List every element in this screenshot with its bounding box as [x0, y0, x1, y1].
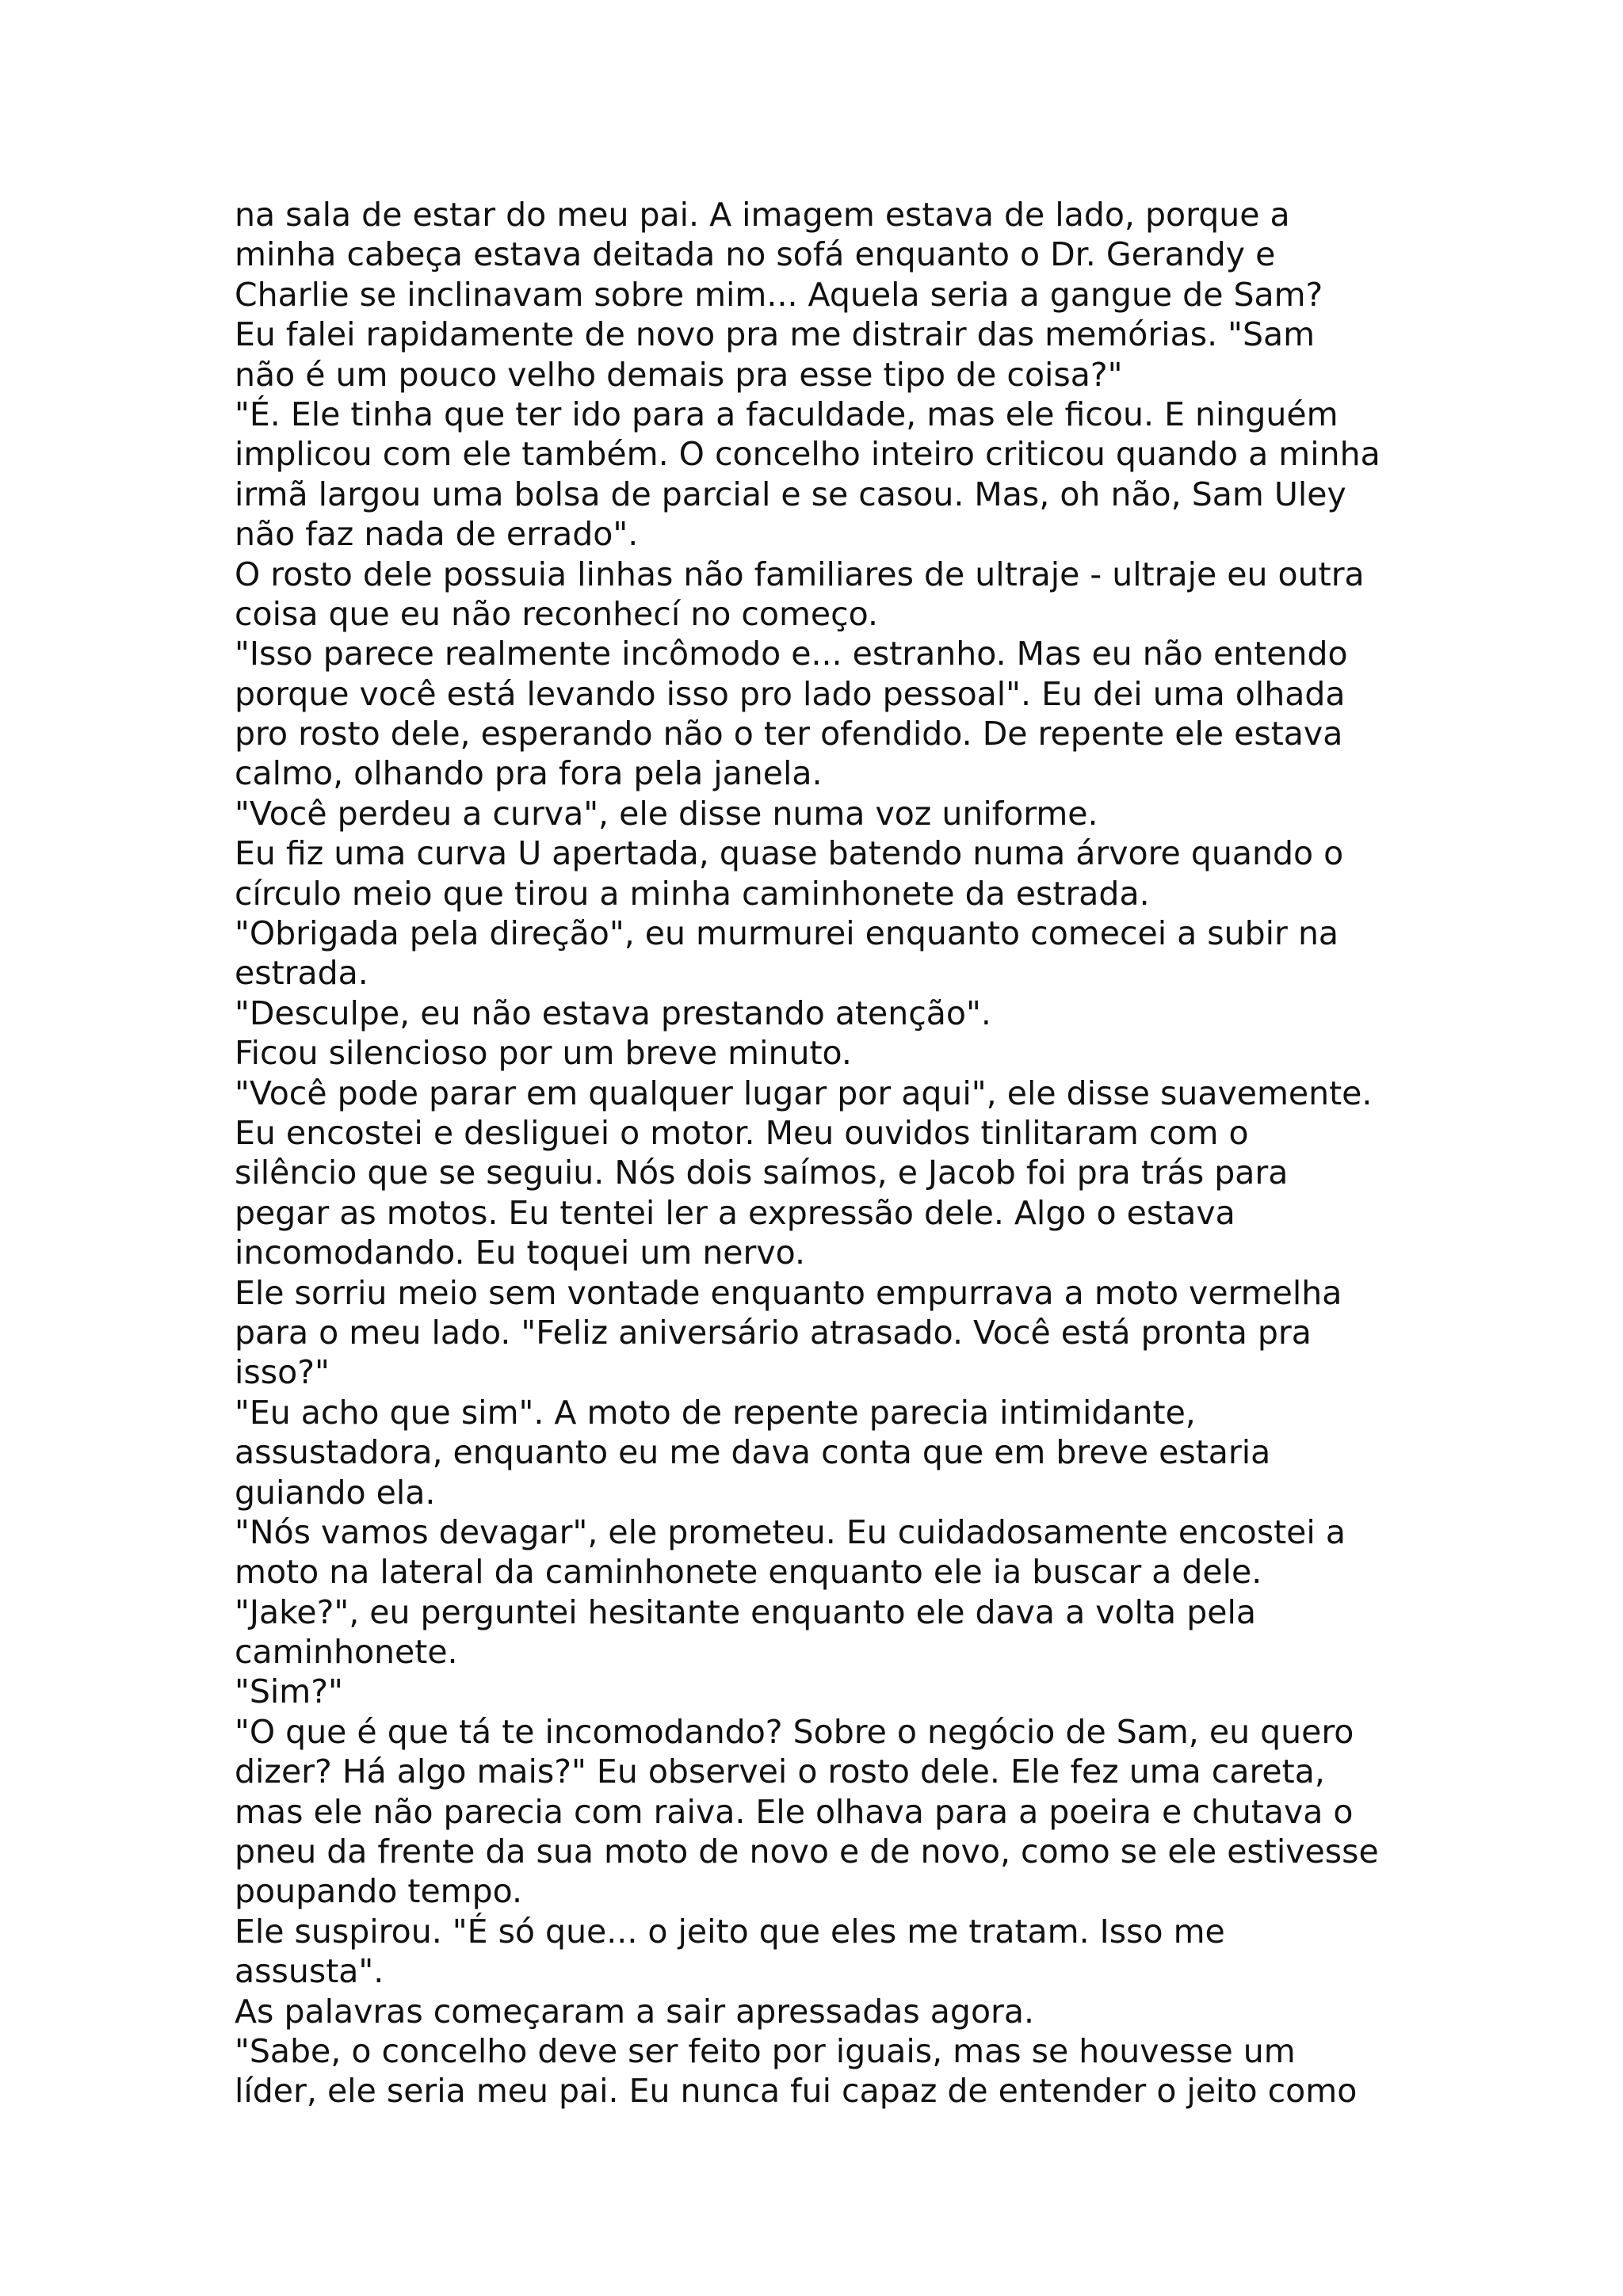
text-line: "Obrigada pela direção", eu murmurei enquanto comecei a subir na	[235, 914, 1339, 953]
text-line: mas ele não parecia com raiva. Ele olhava para a poeira e chutava o	[235, 1792, 1354, 1831]
text-line: pegar as motos. Eu tentei ler a expressão dele. Algo o estava	[235, 1193, 1235, 1232]
text-line: "Nós vamos devagar", ele prometeu. Eu cuidadosamente encostei a	[235, 1512, 1346, 1551]
text-line: "Eu acho que sim". A moto de repente parecia intimidante,	[235, 1393, 1196, 1432]
text-line: pneu da frente da sua moto de novo e de novo, como se ele estivesse	[235, 1833, 1379, 1871]
text-line: para o meu lado. "Feliz aniversário atrasado. Você está pronta pra	[235, 1313, 1312, 1352]
text-line: Ficou silencioso por um breve minuto.	[235, 1034, 852, 1073]
text-line: estrada.	[235, 954, 369, 993]
text-line: moto na lateral da caminhonete enquanto ele ia buscar a dele.	[235, 1553, 1262, 1592]
text-line: "Isso parece realmente incômodo e... estranho. Mas eu não entendo	[235, 635, 1348, 673]
text-line: "Sabe, o concelho deve ser feito por iguais, mas se houvesse um	[235, 2031, 1296, 2070]
text-line: implicou com ele também. O concelho inteiro criticou quando a minha	[235, 435, 1381, 474]
text-line: líder, ele seria meu pai. Eu nunca fui capaz de entender o jeito como	[235, 2072, 1358, 2111]
text-line: assusta".	[235, 1952, 384, 1991]
text-line: "Jake?", eu perguntei hesitante enquanto ele dava a volta pela	[235, 1592, 1256, 1631]
text-line: minha cabeça estava deitada no sofá enquanto o Dr. Gerandy e	[235, 235, 1276, 274]
text-line: "Você perdeu a curva", ele disse numa voz uniforme.	[235, 794, 1098, 833]
text-line: na sala de estar do meu pai. A imagem estava de lado, porque a	[235, 196, 1290, 234]
text-line: guiando ela.	[235, 1473, 436, 1512]
text-line: "O que é que tá te incomodando? Sobre o negócio de Sam, eu quero	[235, 1712, 1354, 1751]
text-line: Eu encostei e desliguei o motor. Meu ouvidos tinlitaram com o	[235, 1113, 1249, 1152]
text-line: Charlie se inclinavam sobre mim... Aquela seria a gangue de Sam?	[235, 275, 1323, 314]
text-line: irmã largou uma bolsa de parcial e se casou. Mas, oh não, Sam Uley	[235, 475, 1346, 513]
text-line: As palavras começaram a sair apressadas agora.	[235, 1992, 1035, 2031]
text-line: assustadora, enquanto eu me dava conta que em breve estaria	[235, 1433, 1271, 1472]
text-line: Eu falei rapidamente de novo pra me distrair das memórias. "Sam	[235, 315, 1316, 354]
text-line: não é um pouco velho demais pra esse tipo de coisa?"	[235, 355, 1123, 394]
text-line: O rosto dele possuia linhas não familiares de ultraje - ultraje eu outra	[235, 555, 1365, 593]
text-line: dizer? Há algo mais?" Eu observei o rosto dele. Ele fez uma careta,	[235, 1753, 1325, 1791]
text-line: isso?"	[235, 1353, 330, 1392]
text-line: poupando tempo.	[235, 1872, 523, 1911]
text-line: Ele sorriu meio sem vontade enquanto empurrava a moto vermelha	[235, 1273, 1342, 1312]
body-text	[235, 195, 1423, 2111]
text-line: círculo meio que tirou a minha caminhonete da estrada.	[235, 874, 1150, 913]
text-line: calmo, olhando pra fora pela janela.	[235, 754, 823, 793]
text-line: pro rosto dele, esperando não o ter ofendido. De repente ele estava	[235, 715, 1343, 753]
text-line: Eu fiz uma curva U apertada, quase batendo numa árvore quando o	[235, 834, 1344, 873]
text-line: "Desculpe, eu não estava prestando atenção".	[235, 994, 991, 1032]
text-line: coisa que eu não reconhecí no começo.	[235, 594, 879, 633]
text-line: incomodando. Eu toquei um nervo.	[235, 1234, 806, 1272]
text-line: Ele suspirou. "É só que... o jeito que eles me tratam. Isso me	[235, 1912, 1225, 1951]
text-line: porque você está levando isso pro lado pessoal". Eu dei uma olhada	[235, 674, 1346, 713]
text-line: caminhonete.	[235, 1633, 458, 1672]
text-line: não faz nada de errado".	[235, 515, 639, 554]
text-line: "Você pode parar em qualquer lugar por aqui", ele disse suavemente.	[235, 1074, 1373, 1112]
text-line: "Sim?"	[235, 1672, 343, 1711]
text-line: silêncio que se seguiu. Nós dois saímos, e Jacob foi pra trás para	[235, 1154, 1289, 1192]
text-line: "É. Ele tinha que ter ido para a faculdade, mas ele ficou. E ninguém	[235, 395, 1338, 433]
